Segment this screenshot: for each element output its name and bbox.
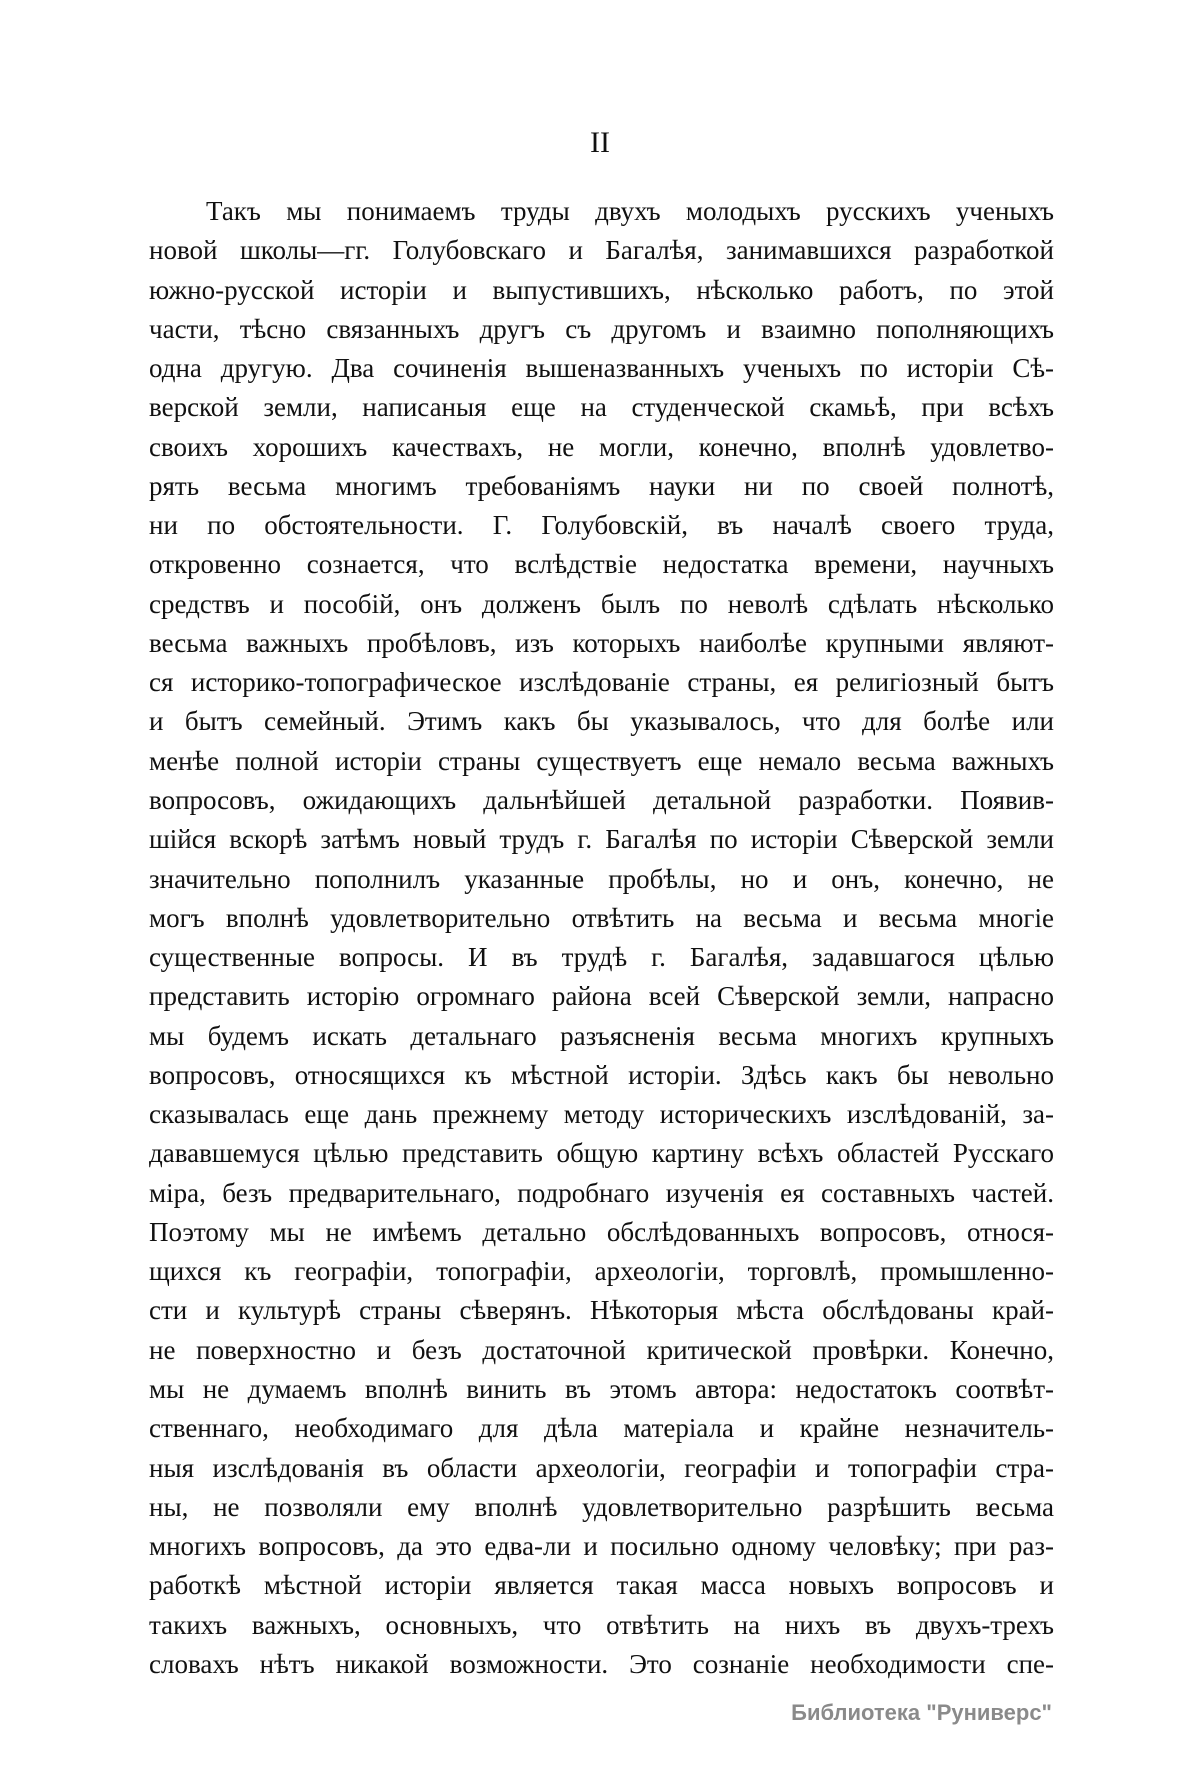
text-line bbox=[149, 1370, 1054, 1409]
text-line-content: многихъ вопросовъ, да это едва-ли и посильно одному человѣку; при раз- bbox=[149, 1531, 1054, 1562]
text-line bbox=[149, 467, 1054, 506]
text-line-content: могъ вполнѣ удовлетворительно отвѣтить на весьма и весьма многіе bbox=[149, 902, 1054, 933]
text-line-content: мы не думаемъ вполнѣ винить въ этомъ автора: недостатокъ соотвѣт- bbox=[149, 1373, 1054, 1404]
text-line bbox=[149, 1566, 1054, 1605]
text-line-content: значительно пополнилъ указанные пробѣлы, но и онъ, конечно, не bbox=[149, 863, 1054, 894]
text-line bbox=[149, 820, 1054, 859]
text-line-content: ни по обстоятельности. Г. Голубовскій, въ началѣ своего труда, bbox=[149, 510, 1054, 541]
text-line-content: менѣе полной исторіи страны существуетъ еще немало весьма важныхъ bbox=[149, 745, 1054, 776]
text-line-content: части, тѣсно связанныхъ другъ съ другомъ и взаимно пополняющихъ bbox=[149, 313, 1054, 344]
text-line bbox=[149, 1017, 1054, 1056]
text-line bbox=[149, 310, 1054, 349]
text-line bbox=[149, 742, 1054, 781]
text-line bbox=[149, 663, 1054, 702]
text-line-content: такихъ важныхъ, основныхъ, что отвѣтить на нихъ въ двухъ-трехъ bbox=[149, 1609, 1054, 1640]
text-line-content: ственнаго, необходимаго для дѣла матеріала и крайне незначитель- bbox=[149, 1413, 1054, 1444]
text-line-content: верской земли, написаныя еще на студенческой скамьѣ, при всѣхъ bbox=[149, 392, 1054, 423]
text-line bbox=[149, 1606, 1054, 1645]
text-line-content: Такъ мы понимаемъ труды двухъ молодыхъ русскихъ ученыхъ bbox=[206, 196, 1054, 226]
text-line-content: представить исторію огромнаго района всей Сѣверской земли, напрасно bbox=[149, 981, 1054, 1012]
text-line-content: южно-русской исторіи и выпустившихъ, нѣсколько работъ, по этой bbox=[149, 274, 1054, 305]
text-line bbox=[149, 1488, 1054, 1527]
text-line bbox=[149, 1291, 1054, 1330]
body-text bbox=[149, 192, 1054, 1684]
text-line-content: ся историко-топографическое изслѣдованіе страны, ея религіозный бытъ bbox=[149, 667, 1054, 698]
text-line bbox=[149, 977, 1054, 1016]
text-line-content: и бытъ семейный. Этимъ какъ бы указывалось, что для болѣе или bbox=[149, 706, 1054, 737]
text-line bbox=[149, 1056, 1054, 1095]
text-line bbox=[149, 428, 1054, 467]
text-line-content: средствъ и пособій, онъ долженъ былъ по неволѣ сдѣлать нѣсколько bbox=[149, 588, 1054, 619]
text-line-content: дававшемуся цѣлью представить общую картину всѣхъ областей Русскаго bbox=[149, 1138, 1054, 1169]
text-line-content: вопросовъ, относящихся къ мѣстной исторіи. Здѣсь какъ бы невольно bbox=[149, 1059, 1054, 1090]
text-line-content: Поэтому мы не имѣемъ детально обслѣдованныхъ вопросовъ, относя- bbox=[149, 1216, 1054, 1247]
text-line-content: ны, не позволяли ему вполнѣ удовлетворительно разрѣшить весьма bbox=[149, 1491, 1054, 1522]
text-line-content: вопросовъ, ожидающихъ дальнѣйшей детальной разработки. Появив- bbox=[149, 784, 1054, 815]
text-line-content: не поверхностно и безъ достаточной критической провѣрки. Конечно, bbox=[149, 1334, 1054, 1365]
text-line-content: шійся вскорѣ затѣмъ новый трудъ г. Багалѣя по исторіи Сѣверской земли bbox=[149, 824, 1054, 855]
text-line bbox=[149, 624, 1054, 663]
library-watermark: Библиотека "Руниверс" bbox=[791, 1700, 1052, 1725]
text-line bbox=[149, 388, 1054, 427]
text-line-content: ныя изслѣдованія въ области археологіи, географіи и топографіи стра- bbox=[149, 1452, 1054, 1483]
text-line bbox=[149, 545, 1054, 584]
text-line bbox=[149, 349, 1054, 388]
text-line-content: новой школы—гг. Голубовскаго и Багалѣя, занимавшихся разработкой bbox=[149, 235, 1054, 266]
text-line bbox=[149, 1409, 1054, 1448]
text-line bbox=[149, 192, 1054, 231]
text-line bbox=[149, 1252, 1054, 1291]
text-line bbox=[149, 702, 1054, 741]
text-line bbox=[149, 271, 1054, 310]
text-line-content: сказывалась еще дань прежнему методу историческихъ изслѣдованій, за- bbox=[149, 1099, 1054, 1130]
text-line bbox=[149, 231, 1054, 270]
text-line bbox=[149, 1095, 1054, 1134]
section-number: II bbox=[590, 126, 610, 159]
text-line-content: одна другую. Два сочиненія вышеназванныхъ ученыхъ по исторіи Сѣ- bbox=[149, 353, 1054, 384]
text-line-content: работкѣ мѣстной исторіи является такая масса новыхъ вопросовъ и bbox=[149, 1570, 1054, 1601]
text-line bbox=[149, 1449, 1054, 1488]
text-line-content: существенные вопросы. И въ трудѣ г. Багалѣя, задавшагося цѣлью bbox=[149, 942, 1054, 973]
text-line bbox=[149, 1213, 1054, 1252]
text-line bbox=[149, 938, 1054, 977]
text-line-content: щихся къ географіи, топографіи, археологіи, торговлѣ, промышленно- bbox=[149, 1256, 1054, 1287]
text-line-content: мы будемъ искать детальнаго разъясненія весьма многихъ крупныхъ bbox=[149, 1020, 1054, 1051]
text-line bbox=[149, 899, 1054, 938]
text-line-content: рять весьма многимъ требованіямъ науки ни по своей полнотѣ, bbox=[149, 470, 1054, 501]
text-line bbox=[149, 1134, 1054, 1173]
text-line-content: откровенно сознается, что вслѣдствіе недостатка времени, научныхъ bbox=[149, 549, 1054, 580]
text-line bbox=[149, 506, 1054, 545]
text-line bbox=[149, 1527, 1054, 1566]
text-line-content: сти и культурѣ страны сѣверянъ. Нѣкоторыя мѣста обслѣдованы край- bbox=[149, 1295, 1054, 1326]
text-line-content: своихъ хорошихъ качествахъ, не могли, конечно, вполнѣ удовлетво- bbox=[149, 431, 1054, 462]
text-line-content: словахъ нѣтъ никакой возможности. Это сознаніе необходимости спе- bbox=[149, 1648, 1054, 1679]
text-line bbox=[149, 860, 1054, 899]
text-line-content: міра, безъ предварительнаго, подробнаго изученія ея составныхъ частей. bbox=[149, 1177, 1054, 1208]
text-line bbox=[149, 585, 1054, 624]
text-line bbox=[149, 1331, 1054, 1370]
text-line bbox=[149, 1174, 1054, 1213]
text-line bbox=[149, 1645, 1054, 1684]
text-line-content: весьма важныхъ пробѣловъ, изъ которыхъ наиболѣе крупными являют- bbox=[149, 627, 1054, 658]
text-line bbox=[149, 781, 1054, 820]
